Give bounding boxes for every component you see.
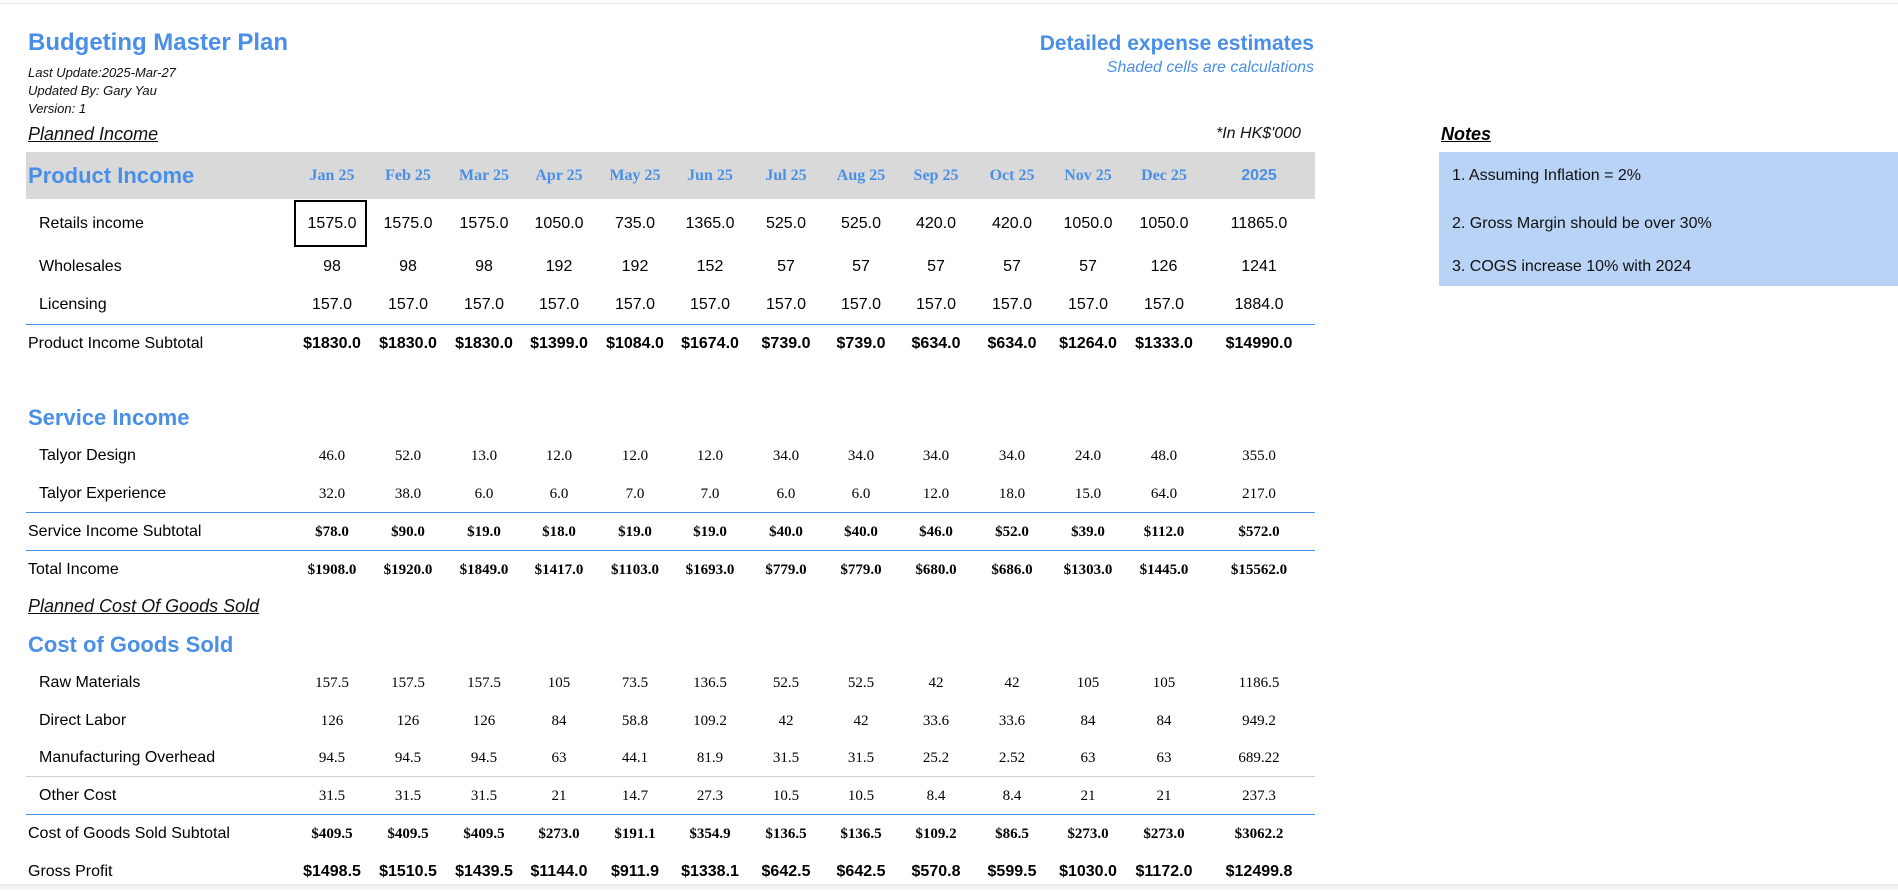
table-cell[interactable]: $1084.0 (606, 335, 664, 352)
table-cell[interactable]: $1144.0 (530, 863, 588, 880)
table-cell[interactable]: 157.0 (311, 296, 353, 313)
table-cell[interactable]: 84 (551, 713, 567, 729)
table-cell[interactable]: $86.5 (995, 826, 1029, 842)
note-item: 1. Assuming Inflation = 2% (1452, 167, 1641, 184)
table-cell[interactable]: 6.0 (474, 486, 494, 502)
table-cell[interactable]: 12.0 (545, 448, 573, 464)
table-cell[interactable]: $1264.0 (1059, 335, 1117, 352)
column-header: Sep 25 (913, 167, 959, 184)
table-cell[interactable]: 1365.0 (685, 215, 735, 232)
table-cell[interactable]: $112.0 (1143, 524, 1185, 540)
table-cell[interactable]: 12.0 (696, 448, 724, 464)
table-cell[interactable]: 31.5 (470, 788, 498, 804)
table-cell[interactable]: 157.0 (387, 296, 429, 313)
table-cell[interactable]: 126 (320, 713, 344, 729)
table-cell[interactable]: 15.0 (1074, 486, 1102, 502)
column-header: Apr 25 (535, 167, 583, 184)
table-cell[interactable]: $572.0 (1238, 524, 1280, 540)
table-cell[interactable]: 57 (927, 258, 945, 275)
table-cell[interactable]: 48.0 (1150, 448, 1178, 464)
version: Version: 1 (28, 101, 87, 116)
table-cell[interactable]: 525.0 (840, 215, 882, 232)
table-cell[interactable]: 42 (928, 675, 944, 691)
table-cell[interactable]: 237.3 (1242, 788, 1276, 804)
table-cell[interactable]: 525.0 (765, 215, 807, 232)
table-cell[interactable]: 94.5 (394, 750, 422, 766)
table-cell[interactable]: 157.0 (991, 296, 1033, 313)
table-cell[interactable]: 157.5 (467, 675, 501, 691)
table-cell[interactable]: 25.2 (922, 750, 950, 766)
table-cell[interactable]: $1510.5 (379, 863, 437, 880)
column-header: Jan 25 (309, 167, 355, 184)
table-cell[interactable]: 63 (551, 750, 567, 766)
table-cell[interactable]: $1830.0 (455, 335, 513, 352)
table-cell[interactable]: $1439.5 (455, 863, 513, 880)
table-cell[interactable]: $739.0 (761, 335, 811, 352)
table-cell[interactable]: 217.0 (1242, 486, 1276, 502)
table-cell[interactable]: 44.1 (621, 750, 649, 766)
row-label: Licensing (39, 296, 107, 313)
table-cell[interactable]: 11865.0 (1230, 215, 1288, 232)
notes-title: Notes (1441, 124, 1492, 144)
table-cell[interactable]: $354.9 (689, 826, 731, 842)
table-cell[interactable]: 8.4 (1002, 788, 1022, 804)
table-cell[interactable]: $642.5 (761, 863, 811, 880)
table-cell[interactable]: 21 (1156, 788, 1172, 804)
table-cell[interactable]: $1445.0 (1139, 562, 1189, 578)
table-cell[interactable]: 2.52 (998, 750, 1026, 766)
table-cell[interactable]: $634.0 (911, 335, 961, 352)
column-header: May 25 (609, 167, 661, 184)
table-cell[interactable]: 31.5 (847, 750, 875, 766)
table-cell[interactable]: 8.4 (926, 788, 946, 804)
table-cell[interactable]: $3062.2 (1234, 826, 1284, 842)
table-cell[interactable]: $191.1 (614, 826, 656, 842)
row-divider (26, 512, 1315, 513)
table-cell[interactable]: 12.0 (621, 448, 649, 464)
table-cell[interactable]: 1884.0 (1234, 296, 1284, 313)
note-item: 2. Gross Margin should be over 30% (1452, 215, 1712, 232)
service-income-title: Service Income (28, 405, 190, 430)
table-cell[interactable]: 1050.0 (534, 215, 584, 232)
table-cell[interactable]: 84 (1156, 713, 1172, 729)
product-income-title: Product Income (28, 163, 195, 188)
row-label: Retails income (39, 215, 144, 232)
table-cell[interactable]: $39.0 (1071, 524, 1105, 540)
table-cell[interactable]: 157.0 (1067, 296, 1109, 313)
table-cell[interactable]: 157.0 (538, 296, 580, 313)
table-cell[interactable]: 126 (396, 713, 420, 729)
table-cell[interactable]: $1830.0 (379, 335, 437, 352)
table-cell[interactable]: $90.0 (391, 524, 425, 540)
column-header: Dec 25 (1141, 167, 1187, 184)
table-cell[interactable]: $1303.0 (1063, 562, 1113, 578)
table-cell[interactable]: 57 (852, 258, 870, 275)
row-label: Manufacturing Overhead (39, 749, 216, 766)
table-cell[interactable]: 126 (1150, 258, 1178, 275)
table-cell[interactable]: 34.0 (772, 448, 800, 464)
table-cell[interactable]: $779.0 (765, 562, 807, 578)
table-cell[interactable]: 157.0 (689, 296, 731, 313)
column-header: Feb 25 (385, 167, 431, 184)
table-cell[interactable]: 63 (1080, 750, 1096, 766)
table-cell[interactable]: $19.0 (693, 524, 727, 540)
table-cell[interactable]: $15562.0 (1230, 562, 1288, 578)
table-cell[interactable]: 38.0 (394, 486, 422, 502)
row-label: Wholesales (39, 258, 122, 275)
last-update: Last Update:2025-Mar-27 (28, 65, 176, 80)
table-cell[interactable]: $409.5 (311, 826, 353, 842)
table-cell[interactable]: $40.0 (844, 524, 878, 540)
table-cell[interactable]: $1849.0 (459, 562, 509, 578)
table-cell[interactable]: 34.0 (847, 448, 875, 464)
table-cell[interactable]: $109.2 (915, 826, 957, 842)
table-cell[interactable]: $1333.0 (1135, 335, 1193, 352)
table-cell[interactable]: 192 (545, 258, 573, 275)
table-cell[interactable]: $1498.5 (303, 863, 361, 880)
table-cell[interactable]: $14990.0 (1225, 335, 1293, 352)
cogs-title: Cost of Goods Sold (28, 632, 234, 657)
table-cell[interactable]: 105 (1076, 675, 1100, 691)
row-divider (26, 550, 1315, 551)
column-header: Mar 25 (459, 167, 509, 184)
row-divider (26, 776, 1315, 777)
table-cell[interactable]: $1693.0 (685, 562, 735, 578)
row-label: Talyor Design (39, 447, 136, 464)
table-cell[interactable]: $739.0 (836, 335, 886, 352)
table-cell[interactable]: 42 (778, 713, 794, 729)
row-label: Direct Labor (39, 712, 127, 729)
table-cell[interactable]: 136.5 (693, 675, 727, 691)
detail-subtitle: Shaded cells are calculations (1106, 59, 1314, 76)
table-cell[interactable]: $136.5 (840, 826, 882, 842)
table-cell[interactable]: 949.2 (1242, 713, 1276, 729)
table-cell[interactable]: 10.5 (847, 788, 875, 804)
table-cell[interactable]: 1050.0 (1063, 215, 1113, 232)
table-cell[interactable]: 73.5 (621, 675, 649, 691)
table-cell[interactable]: $273.0 (538, 826, 580, 842)
table-cell[interactable]: 18.0 (998, 486, 1026, 502)
table-cell[interactable]: 32.0 (318, 486, 346, 502)
table-cell[interactable]: $1920.0 (383, 562, 433, 578)
table-cell[interactable]: $12499.8 (1225, 863, 1293, 880)
table-cell[interactable]: 126 (472, 713, 496, 729)
table-cell[interactable]: $136.5 (765, 826, 807, 842)
planned-income-heading: Planned Income (28, 124, 159, 144)
table-cell[interactable]: 33.6 (998, 713, 1026, 729)
table-cell[interactable]: $46.0 (919, 524, 953, 540)
table-cell[interactable]: $634.0 (987, 335, 1037, 352)
table-cell[interactable]: 157.0 (463, 296, 505, 313)
detail-title: Detailed expense estimates (1039, 32, 1314, 55)
table-cell[interactable]: $1908.0 (307, 562, 357, 578)
table-cell[interactable]: 94.5 (318, 750, 346, 766)
column-header: Nov 25 (1064, 167, 1112, 184)
table-cell[interactable]: $19.0 (618, 524, 652, 540)
table-cell[interactable]: $19.0 (467, 524, 501, 540)
table-cell[interactable]: 6.0 (549, 486, 569, 502)
table-cell[interactable]: 52.0 (394, 448, 422, 464)
unit-note: *In HK$'000 (1216, 125, 1301, 142)
table-cell[interactable]: 84 (1080, 713, 1096, 729)
row-divider (26, 324, 1315, 325)
table-cell[interactable]: 14.7 (621, 788, 649, 804)
top-divider (0, 3, 1898, 4)
table-cell[interactable]: 355.0 (1242, 448, 1276, 464)
table-cell[interactable]: 58.8 (621, 713, 649, 729)
table-cell[interactable]: 1575.0 (383, 215, 433, 232)
column-header: Jun 25 (687, 167, 733, 184)
table-cell[interactable]: 21 (551, 788, 567, 804)
table-cell[interactable]: 109.2 (693, 713, 727, 729)
table-cell[interactable]: 420.0 (915, 215, 957, 232)
table-cell[interactable]: $599.5 (987, 863, 1037, 880)
table-cell[interactable]: 1241 (1241, 258, 1277, 275)
table-cell[interactable]: $1399.0 (530, 335, 588, 352)
table-cell[interactable]: 105 (1152, 675, 1176, 691)
table-cell[interactable]: 6.0 (851, 486, 871, 502)
table-cell[interactable]: 192 (621, 258, 649, 275)
table-cell[interactable]: 1575.0 (307, 215, 357, 232)
table-cell[interactable]: 735.0 (614, 215, 656, 232)
row-label: Cost of Goods Sold Subtotal (28, 825, 230, 842)
table-cell[interactable]: $409.5 (463, 826, 505, 842)
row-label: Talyor Experience (39, 485, 167, 502)
table-cell[interactable]: $18.0 (542, 524, 576, 540)
table-cell[interactable]: 42 (1004, 675, 1020, 691)
table-cell[interactable]: 7.0 (700, 486, 720, 502)
row-label: Product Income Subtotal (28, 335, 204, 352)
table-cell[interactable]: 98 (399, 258, 417, 275)
table-cell[interactable]: $409.5 (387, 826, 429, 842)
selected-cell[interactable] (294, 200, 367, 247)
table-cell[interactable]: 7.0 (625, 486, 645, 502)
table-cell[interactable]: 52.5 (847, 675, 875, 691)
table-cell[interactable]: $680.0 (915, 562, 957, 578)
table-cell[interactable]: 57 (777, 258, 795, 275)
table-cell[interactable]: $1030.0 (1059, 863, 1117, 880)
table-cell[interactable]: 98 (323, 258, 341, 275)
row-label: Service Income Subtotal (28, 523, 202, 540)
table-cell[interactable]: 81.9 (696, 750, 724, 766)
table-cell[interactable]: 31.5 (772, 750, 800, 766)
table-cell[interactable]: $273.0 (1067, 826, 1109, 842)
table-cell[interactable]: 94.5 (470, 750, 498, 766)
table-cell[interactable]: $273.0 (1143, 826, 1185, 842)
bottom-edge (0, 884, 1898, 890)
table-cell[interactable]: 157.5 (391, 675, 425, 691)
table-cell[interactable]: 57 (1079, 258, 1097, 275)
table-cell[interactable]: 31.5 (318, 788, 346, 804)
table-cell[interactable]: 24.0 (1074, 448, 1102, 464)
table-cell[interactable]: $642.5 (836, 863, 886, 880)
table-cell[interactable]: 34.0 (998, 448, 1026, 464)
table-cell[interactable]: $1172.0 (1135, 863, 1193, 880)
table-cell[interactable]: 33.6 (922, 713, 950, 729)
table-cell[interactable]: 12.0 (922, 486, 950, 502)
table-cell[interactable]: 21 (1080, 788, 1096, 804)
note-item: 3. COGS increase 10% with 2024 (1452, 258, 1692, 275)
table-cell[interactable]: 157.5 (315, 675, 349, 691)
table-cell[interactable]: 157.0 (614, 296, 656, 313)
table-cell[interactable]: 31.5 (394, 788, 422, 804)
table-cell[interactable]: 57 (1003, 258, 1021, 275)
table-cell[interactable]: $1103.0 (611, 562, 659, 578)
table-cell[interactable]: 13.0 (470, 448, 498, 464)
column-header: Jul 25 (765, 167, 807, 184)
table-cell[interactable]: 152 (696, 258, 724, 275)
table-cell[interactable]: $52.0 (995, 524, 1029, 540)
row-label: Raw Materials (39, 674, 141, 691)
row-label: Total Income (28, 561, 119, 578)
table-cell[interactable]: 1186.5 (1238, 675, 1280, 691)
row-divider (26, 814, 1315, 815)
table-cell[interactable]: $686.0 (991, 562, 1033, 578)
column-header: 2025 (1241, 167, 1277, 184)
table-cell[interactable]: 98 (475, 258, 493, 275)
table-cell[interactable]: $1417.0 (534, 562, 584, 578)
table-cell[interactable]: $1338.1 (681, 863, 739, 880)
table-cell[interactable]: $1674.0 (681, 335, 739, 352)
sheet-title: Budgeting Master Plan (28, 29, 289, 56)
table-cell[interactable]: $40.0 (769, 524, 803, 540)
table-cell[interactable]: 64.0 (1150, 486, 1178, 502)
table-cell[interactable]: 6.0 (776, 486, 796, 502)
table-cell[interactable]: $779.0 (840, 562, 882, 578)
table-cell[interactable]: 63 (1156, 750, 1172, 766)
table-cell[interactable]: $570.8 (911, 863, 961, 880)
table-cell[interactable]: 105 (547, 675, 571, 691)
table-cell[interactable]: 157.0 (1143, 296, 1185, 313)
table-cell[interactable]: 1575.0 (459, 215, 509, 232)
planned-cogs-heading: Planned Cost Of Goods Sold (28, 596, 260, 616)
table-cell[interactable]: 689.22 (1238, 750, 1280, 766)
table-cell[interactable]: 157.0 (915, 296, 957, 313)
table-cell[interactable]: $911.9 (610, 863, 660, 880)
table-cell[interactable]: 46.0 (318, 448, 346, 464)
column-header: Aug 25 (836, 167, 886, 184)
table-cell[interactable]: 27.3 (696, 788, 724, 804)
table-cell[interactable]: 157.0 (765, 296, 807, 313)
row-label: Other Cost (39, 787, 117, 804)
table-cell[interactable]: 1050.0 (1139, 215, 1189, 232)
table-cell[interactable]: 420.0 (991, 215, 1033, 232)
table-cell[interactable]: 52.5 (772, 675, 800, 691)
table-cell[interactable]: $1830.0 (303, 335, 361, 352)
table-cell[interactable]: 157.0 (840, 296, 882, 313)
table-cell[interactable]: 10.5 (772, 788, 800, 804)
column-header: Oct 25 (989, 167, 1035, 184)
table-cell[interactable]: 34.0 (922, 448, 950, 464)
row-label: Gross Profit (28, 863, 113, 880)
table-cell[interactable]: 42 (853, 713, 869, 729)
updated-by: Updated By: Gary Yau (28, 83, 157, 98)
table-cell[interactable]: $78.0 (315, 524, 349, 540)
